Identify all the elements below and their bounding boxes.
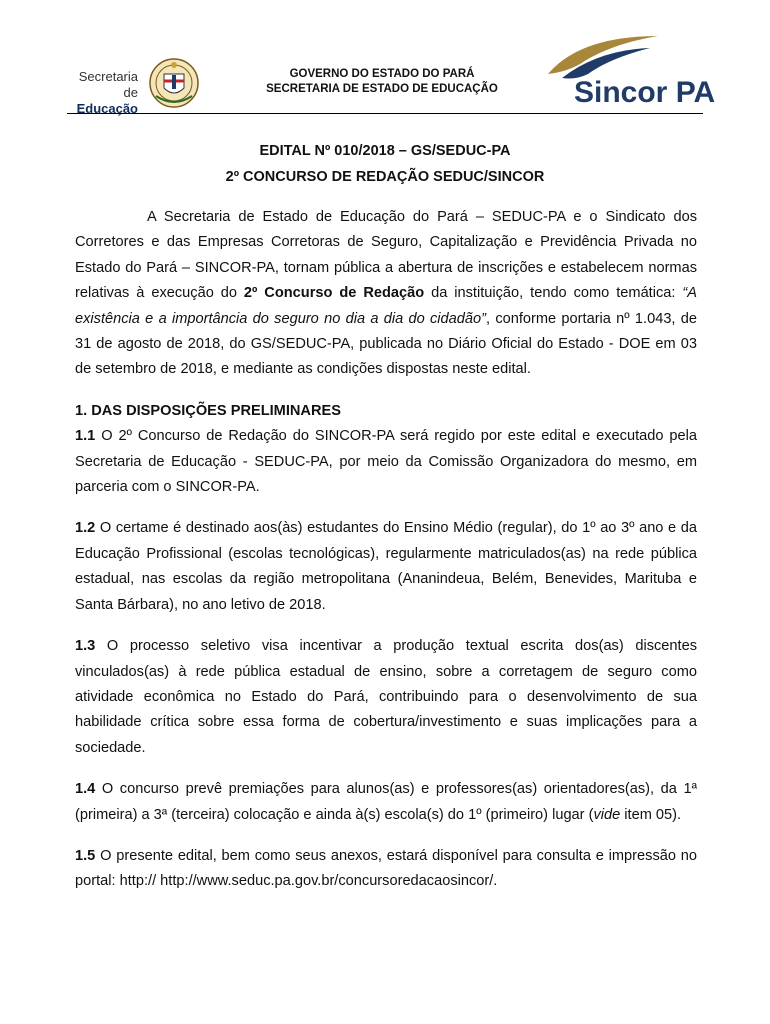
item-1-4: [75, 777, 697, 828]
gov-header-line1: GOVERNO DO ESTADO DO PARÁ: [289, 68, 475, 80]
para-coat-of-arms-icon: [148, 56, 200, 110]
item-text: O presente edital, bem como seus anexos, estará disponível para consulta e impressão no portal: http:// http://www.seduc.pa.gov.br/concursoredacaosincor/.: [75, 847, 697, 890]
sincor-logo-text: Sincor PA: [574, 76, 716, 109]
seduc-logo-line2: Educação: [76, 101, 138, 116]
item-text: O certame é destinado aos(às) estudantes do Ensino Médio (regular), do 1º ao 3º ano e da Educação Profissional (escolas tecnológicas), regularmente matriculados(as) na rede pública estadual, nas escolas da região metropolitana (Ananindeua, Belém, Benevides, Marituba e Santa Bárbara), no ano letivo de 2018.: [75, 520, 697, 613]
item-1-1: [75, 424, 697, 500]
item-1-2: [75, 516, 697, 618]
item-text-after: item 05).: [620, 806, 682, 823]
edital-title-line1: EDITAL Nº 010/2018 – GS/SEDUC-PA: [259, 143, 511, 159]
contest-theme: “A existência e a importância do seguro no dia a dia do cidadão”: [75, 285, 697, 327]
edital-title: [0, 138, 770, 190]
item-1-5: [75, 844, 697, 895]
item-number: 1.5: [75, 847, 96, 864]
item-number: 1.3: [75, 638, 96, 655]
section-1-title: 1. DAS DISPOSIÇÕES PRELIMINARES: [75, 402, 341, 419]
item-number: 1.2: [75, 520, 96, 537]
intro-paragraph: [75, 205, 697, 383]
seduc-logo-text: [62, 69, 138, 117]
item-number: 1.4: [75, 781, 96, 798]
seduc-logo-line1: Secretaria de: [78, 69, 138, 100]
gov-header-line2: SECRETARIA DE ESTADO DE EDUCAÇÃO: [266, 83, 498, 95]
item-text: O concurso prevê premiações para alunos(as) e professores(as) orientadores(as), da 1ª (primeira) a 3ª (terceira) colocação e ainda à(s) escola(s) do 1º (primeiro) lugar (: [75, 781, 697, 823]
item-1-3: [75, 634, 697, 761]
item-text: O 2º Concurso de Redação do SINCOR-PA será regido por este edital e executado pela Secretaria de Educação - SEDUC-PA, por meio da Comissão Organizadora do mesmo, em parceria com o SINCOR-PA.: [75, 428, 697, 496]
intro-text-3: , conforme portaria nº 1.043, de 31 de agosto de 2018, do GS/SEDUC-PA, publicada no Diário Oficial do Estado - DOE em 03 de setembro de 2018, e mediante as condições dispostas neste edital.: [75, 310, 697, 378]
intro-text-2: da instituição, tendo como temática:: [424, 285, 683, 302]
government-header: [232, 67, 532, 97]
item-number: 1.1: [75, 428, 96, 445]
item-text: O processo seletivo visa incentivar a produção textual escrita dos(as) discentes vinculados(as) à rede pública estadual de ensino, sobre a corretagem de seguro como atividade econômica no Estado do Pará, contribuindo para o desenvolvimento de sua habilidade crítica sobre essa forma de cobertura/investimento e suas implicações para a sociedade.: [75, 638, 697, 756]
document-header: [0, 0, 770, 118]
contest-name: 2º Concurso de Redação: [243, 285, 425, 302]
header-divider: [67, 113, 703, 114]
sincor-pa-logo: [540, 30, 745, 110]
intro-text-1: A Secretaria de Estado de Educação do Pará – SEDUC-PA e o Sindicato dos Corretores e das Empresas Corretoras de Seguro, Capitalização e Previdência Privada no Estado do Pará – SINCOR-PA, tornam pública a abertura de inscrições e estabelecem normas relativas à execução do: [75, 209, 697, 302]
edital-body: [75, 205, 697, 911]
seduc-logo: [62, 56, 222, 116]
item-text-italic: vide: [593, 806, 621, 823]
edital-title-line2: 2º CONCURSO DE REDAÇÃO SEDUC/SINCOR: [225, 169, 545, 185]
